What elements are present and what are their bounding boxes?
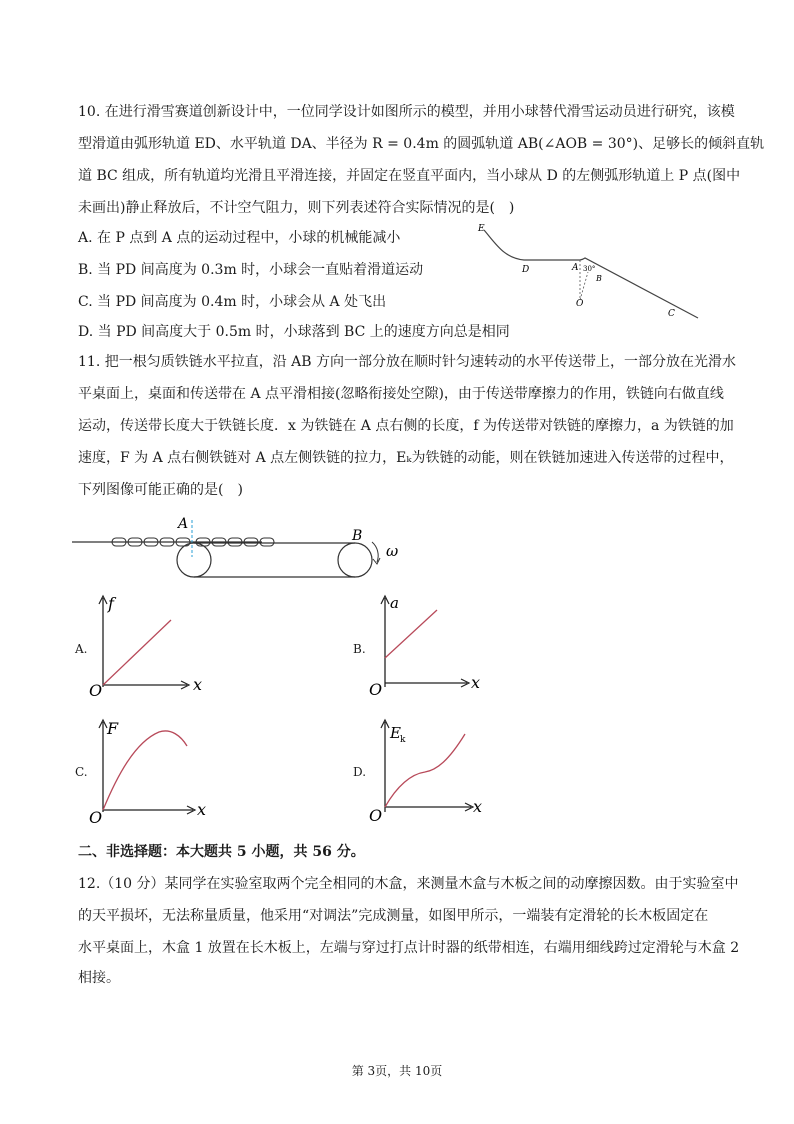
graph-d-ylabel-sub: k [400, 735, 406, 745]
q10-option-a: A. 在 P 点到 A 点的运动过程中，小球的机械能减小 [78, 230, 401, 246]
q10-line-4: 未画出)静止释放后，不计空气阻力，则下列表述符合实际情况的是( ) [78, 200, 515, 216]
graph-c-option: C. [75, 765, 88, 779]
q10-option-b: B. 当 PD 间高度为 0.3m 时，小球会一直贴着滑道运动 [78, 262, 424, 278]
q12-line-2: 的天平损坏，无法称量质量，他采用“对调法”完成测量，如图甲所示，一端装有定滑轮的长木板固定在 [78, 908, 709, 924]
q12-line-3: 水平桌面上，木盒 1 放置在长木板上，左端与穿过打点计时器的纸带相连，右端用细线跨过定滑轮与木盒 2 [78, 940, 740, 956]
graph-d-origin: O [369, 806, 383, 824]
q10-line-3: 道 BC 组成，所有轨道均光滑且平滑连接，并固定在竖直平面内，当小球从 D 的左侧弧形轨道上 P 点(图中 [78, 168, 741, 184]
q10-line-2: 型滑道由弧形轨道 ED、水平轨道 DA、半径为 R = 0.4m 的圆弧轨道 AB(∠AOB = 30°)、足够长的倾斜直轨 [78, 136, 765, 152]
label-D: D [522, 265, 530, 275]
label-A: A [572, 263, 579, 273]
label-angle: 30° [583, 265, 596, 273]
graph-a [85, 592, 210, 697]
graph-c [85, 714, 215, 824]
label-E: E [478, 224, 485, 234]
graph-a-xlabel: x [193, 675, 203, 694]
label-O: O [576, 299, 584, 309]
graph-d-ylabel: E [390, 724, 401, 742]
graph-b [367, 592, 492, 697]
q11-line-5: 下列图像可能正确的是( ) [78, 482, 243, 498]
graph-a-origin: O [89, 681, 103, 697]
q11-line-4: 速度，F 为 A 点右侧铁链对 A 点左侧铁链的拉力，Eₖ为铁链的动能，则在铁链加速进入传送带的过程中， [78, 450, 734, 466]
graph-a-option: A. [75, 642, 88, 656]
graph-b-xlabel: x [471, 673, 481, 692]
belt-label-A: A [178, 516, 189, 532]
track-figure [470, 220, 710, 325]
q10-option-c: C. 当 PD 间高度为 0.4m 时，小球会从 A 处飞出 [78, 294, 387, 310]
q10-option-d: D. 当 PD 间高度大于 0.5m 时，小球落到 BC 上的速度方向总是相同 [78, 324, 510, 340]
belt-label-B: B [352, 528, 363, 544]
conveyor-figure [72, 512, 412, 587]
label-C: C [668, 309, 675, 319]
graph-c-ylabel: F [107, 719, 119, 738]
q12-line-1: 12.（10 分）某同学在实验室取两个完全相同的木盒，来测量木盒与木板之间的动摩擦因数。由于实验室中 [78, 876, 739, 892]
graph-b-origin: O [369, 680, 383, 697]
graph-d [367, 714, 492, 824]
graph-c-xlabel: x [197, 800, 207, 819]
q12-line-4: 相接。 [78, 970, 120, 986]
belt-label-omega: ω [386, 542, 399, 560]
q11-line-3: 运动，传送带长度大于铁链长度．x 为铁链在 A 点右侧的长度，f 为传送带对铁链的摩擦力，a 为铁链的加 [78, 418, 734, 434]
graph-c-origin: O [89, 808, 103, 824]
q11-line-2: 平桌面上，桌面和传送带在 A 点平滑相接(忽略衔接处空隙)，由于传送带摩擦力的作用，铁链向右做直线 [78, 386, 724, 402]
graph-d-xlabel: x [473, 797, 483, 816]
graph-d-option: D. [353, 765, 367, 779]
section-heading: 二、非选择题：本大题共 5 小题，共 56 分。 [78, 844, 365, 860]
label-B: B [596, 274, 602, 283]
q10-line-1: 10. 在进行滑雪赛道创新设计中，一位同学设计如图所示的模型，并用小球替代滑雪运动员进行研究，该模 [78, 104, 735, 120]
q11-line-1: 11. 把一根匀质铁链水平拉直，沿 AB 方向一部分放在顺时针匀速转动的水平传送带上，一部分放在光滑水 [78, 354, 737, 370]
page-footer: 第 3页，共 10页 [351, 1064, 443, 1078]
graph-b-ylabel: a [390, 594, 399, 612]
graph-b-option: B. [353, 642, 366, 656]
graph-a-ylabel: f [108, 594, 114, 613]
